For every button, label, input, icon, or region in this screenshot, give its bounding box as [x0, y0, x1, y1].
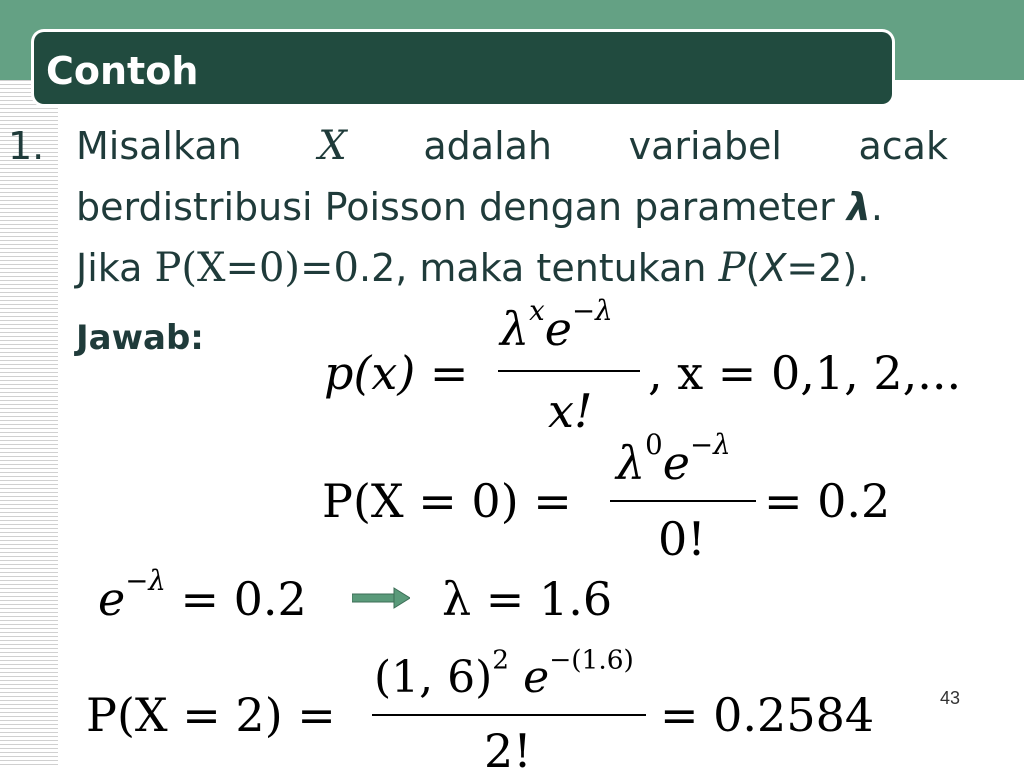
eq2-lhs: P(X = 0) =	[322, 474, 572, 528]
line3-paren: (	[745, 246, 761, 290]
lambda: λ	[616, 436, 646, 490]
problem-line-2	[76, 185, 948, 229]
word: variabel	[628, 124, 782, 168]
eq1-rhs: , x = 0,1, 2,...	[648, 346, 962, 400]
line3-end: =2).	[786, 246, 870, 290]
eq2-numerator	[616, 428, 731, 490]
variable-x: X	[318, 123, 347, 169]
e: e	[544, 302, 572, 356]
e: e	[523, 652, 550, 703]
eq4-numerator	[374, 644, 634, 703]
slide-title: Contoh	[46, 49, 199, 93]
eq2-rhs: = 0.2	[764, 474, 891, 528]
eq4-fraction-bar	[372, 714, 646, 716]
eq3-lhs	[98, 564, 307, 626]
answer-label: Jawab:	[76, 318, 204, 358]
eq4-denominator: 2!	[484, 724, 532, 778]
eq2-denominator: 0!	[658, 512, 706, 566]
line3-prefix: Jika	[76, 246, 155, 290]
line2-text: berdistribusi Poisson dengan parameter	[76, 185, 847, 229]
line3-math: P(X=0)=0	[154, 245, 359, 291]
sup-exp: −(1.6)	[549, 644, 634, 676]
eq3-result: λ = 1.6	[442, 572, 613, 626]
word: acak	[858, 124, 948, 168]
word: adalah	[423, 124, 552, 168]
sup-exp: −λ	[571, 294, 613, 328]
e: e	[662, 436, 690, 490]
eq1-numerator	[500, 294, 613, 356]
right-arrow-icon	[352, 586, 410, 610]
e: e	[98, 572, 126, 626]
lambda: λ	[500, 302, 530, 356]
line3-mid: .2, maka tentukan	[359, 246, 719, 290]
base: (1, 6)	[374, 652, 493, 703]
eq2-fraction-bar	[610, 500, 756, 502]
eq1-lhs: p(x) =	[324, 346, 469, 400]
line3-x: X	[760, 246, 787, 290]
line2-end: .	[870, 185, 884, 229]
sup-2: 2	[492, 644, 510, 676]
problem-line-1	[76, 124, 948, 168]
problem-line-3	[76, 246, 948, 290]
list-item-number: 1.	[8, 124, 45, 168]
word: Misalkan	[76, 124, 242, 168]
eq4-rhs: = 0.2584	[660, 688, 875, 742]
eq3-rhs: = 0.2	[180, 572, 307, 626]
page-number: 43	[940, 688, 961, 708]
line3-p: P	[718, 245, 746, 291]
lambda-symbol: λ	[846, 185, 871, 229]
eq4-lhs: P(X = 2) =	[86, 688, 336, 742]
eq1-denominator: x!	[548, 384, 593, 438]
left-stripe-decoration	[0, 80, 58, 768]
sup-exp: −λ	[689, 428, 731, 462]
eq1-fraction-bar	[498, 370, 640, 372]
sup-x: x	[529, 294, 545, 328]
sup-0: 0	[645, 428, 663, 462]
sup: −λ	[125, 564, 166, 598]
